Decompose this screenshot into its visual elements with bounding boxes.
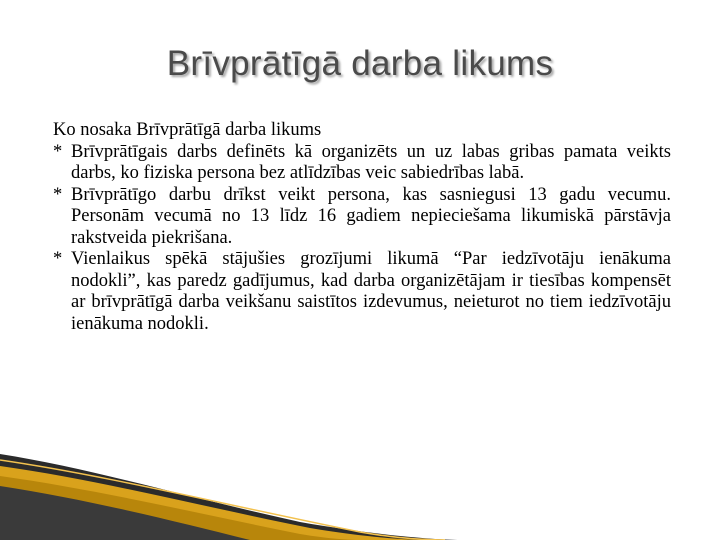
slide-body (53, 120, 671, 335)
slide-title: Brīvprātīgā darba likums (166, 44, 554, 83)
bullet-marker: * (53, 141, 63, 162)
decorative-swoosh (0, 440, 720, 540)
bullet-item (53, 142, 671, 185)
bullet-text: Brīvprātīgais darbs definēts kā organizēts un uz labas gribas pamata veikts darbs, ko fiziska persona bez atlīdzības veic sabiedrības labā. (71, 141, 671, 183)
bullet-item (53, 185, 671, 250)
lead-line: Ko nosaka Brīvprātīgā darba likums (53, 120, 322, 140)
bullet-marker: * (53, 184, 63, 205)
bullet-text: Vienlaikus spēkā stājušies grozījumi likumā “Par iedzīvotāju ienākuma nodokli”, kas paredz gadījumus, kad darba organizētājam ir tiesības kompensēt ar brīvprātīgā darba veikšanu saistītos izdevumus, neieturot no tiem iedzīvotāju ienākuma nodokli. (71, 249, 671, 334)
bullet-item (53, 249, 671, 335)
bullet-marker: * (53, 249, 63, 269)
bullet-text: Brīvprātīgo darbu drīkst veikt persona, kas sasniegusi 13 gadu vecumu. Personām vecumā no 13 līdz 16 gadiem nepieciešama likumiskā pārstāvja rakstveida piekrišana. (71, 184, 671, 248)
